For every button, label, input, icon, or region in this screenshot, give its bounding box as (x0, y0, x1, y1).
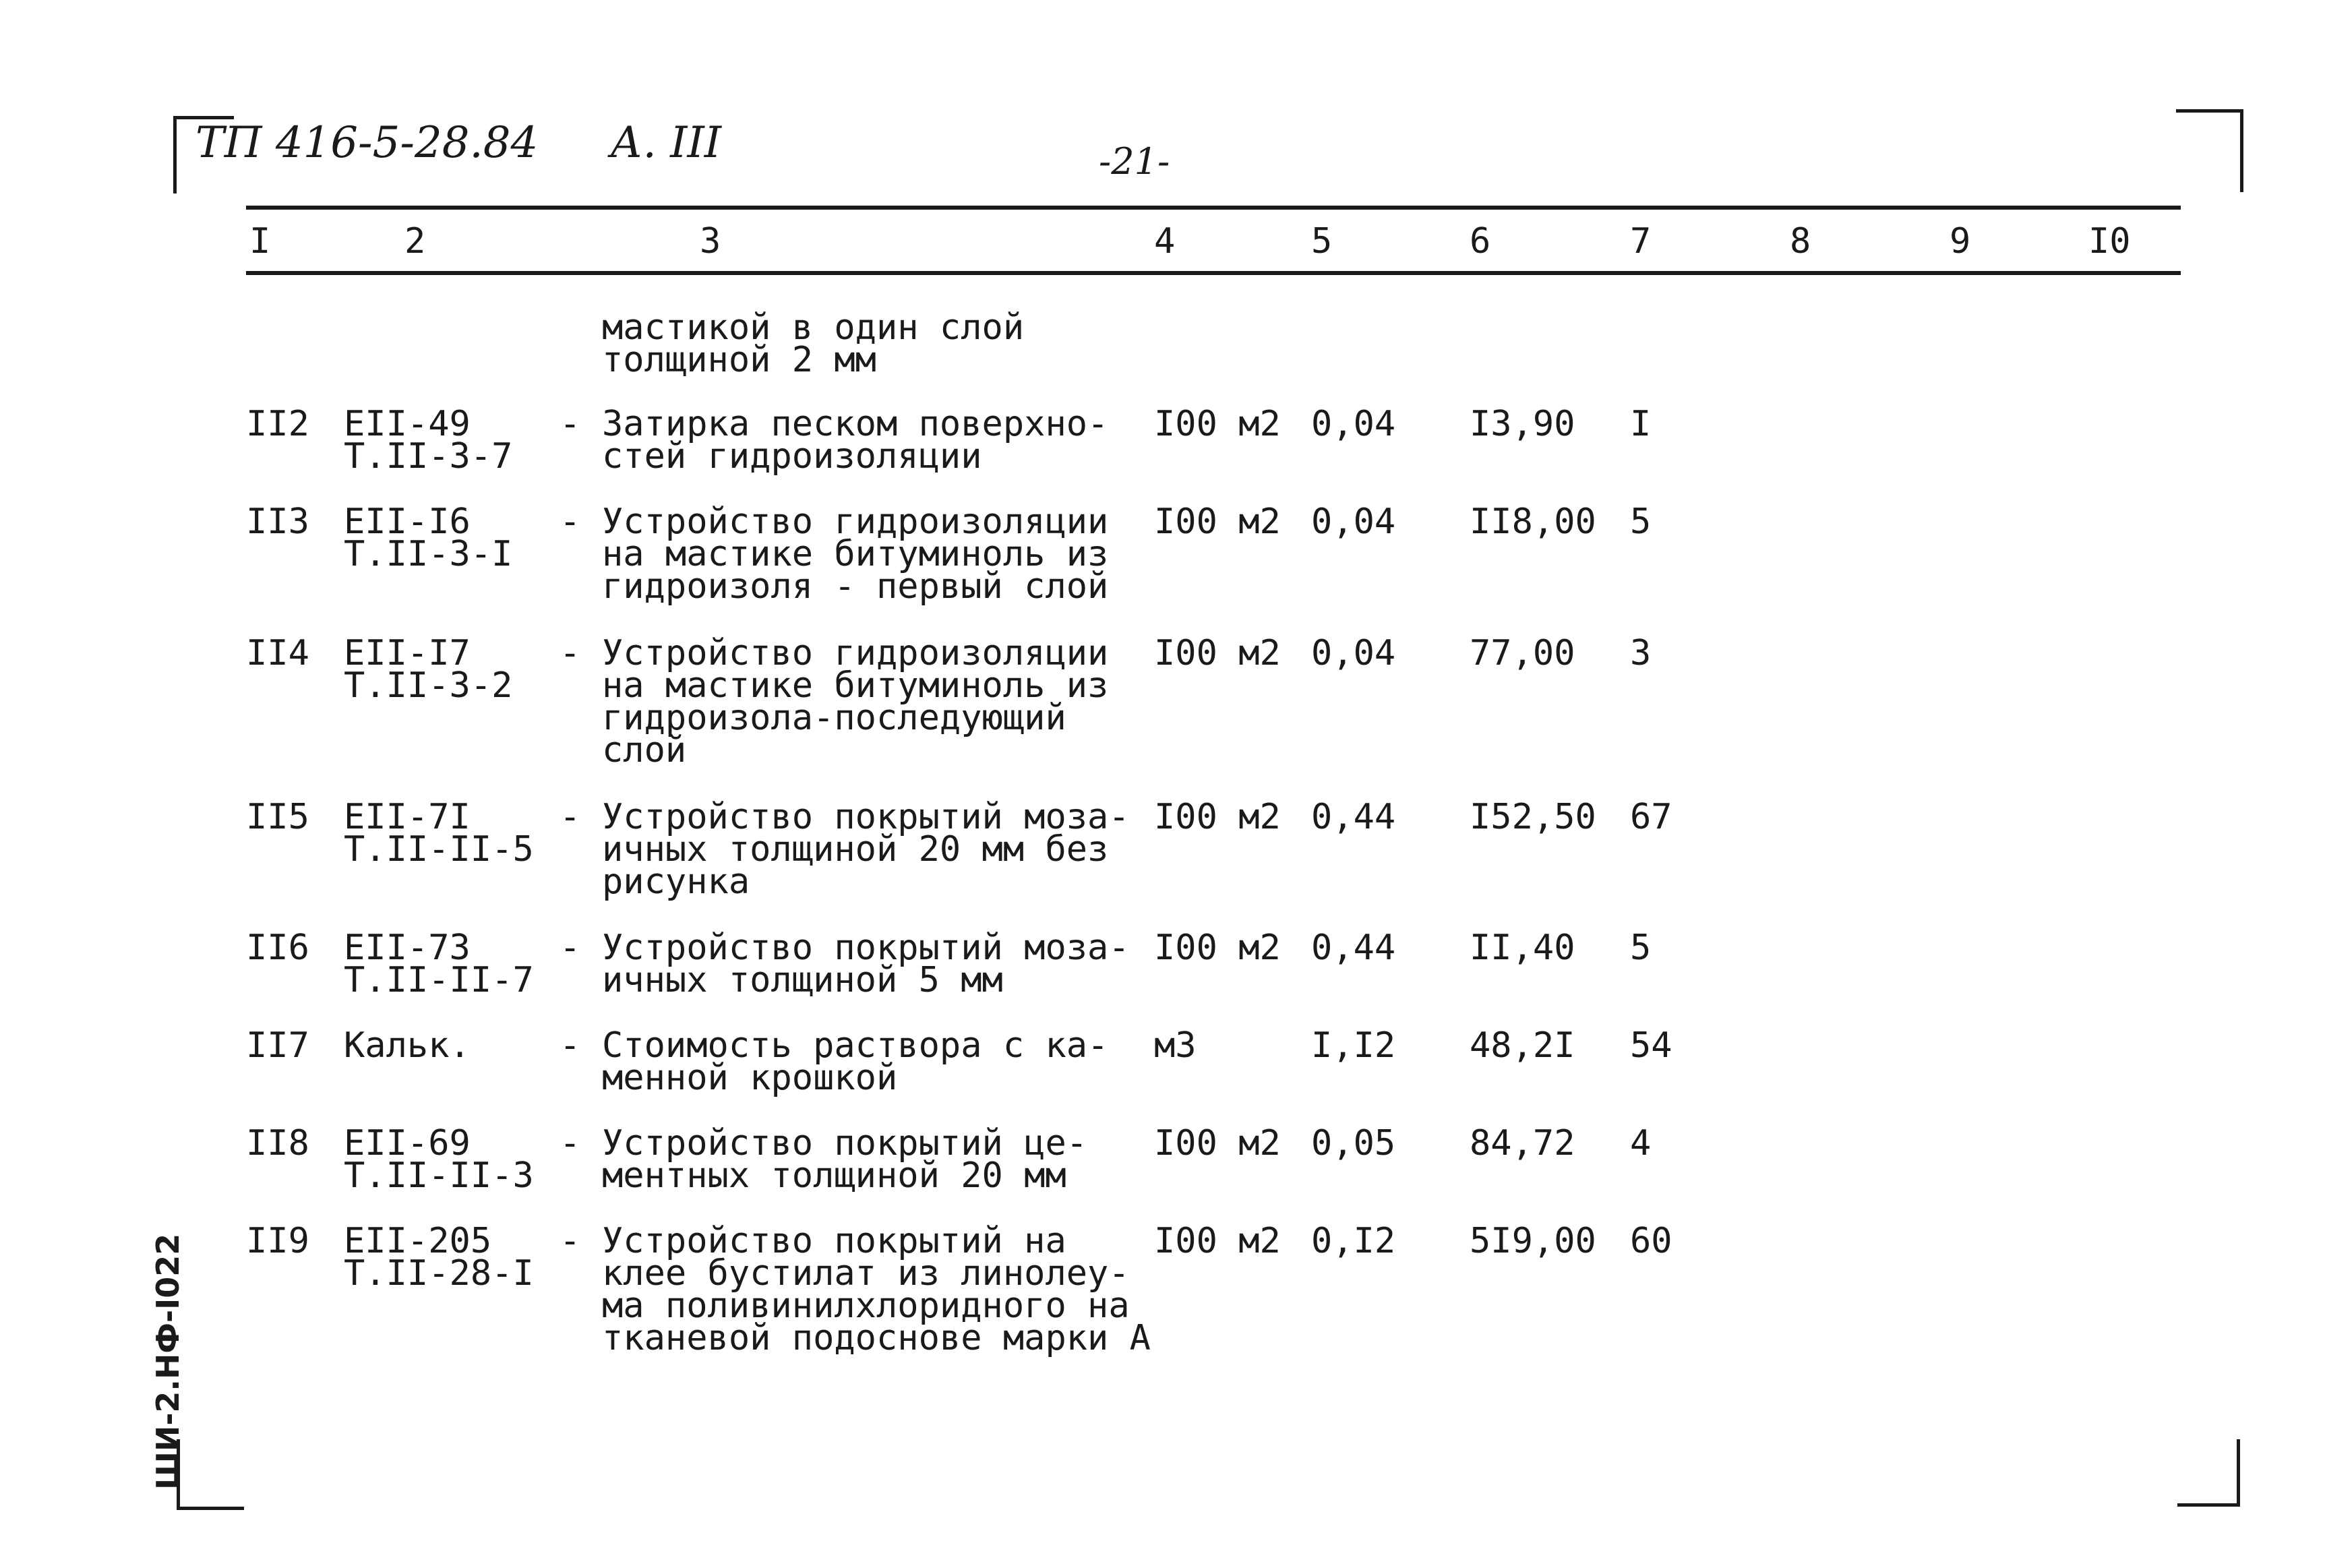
norm-code: EII-I6 Т.II-3-I (344, 502, 513, 574)
unit-price: II,40 (1470, 928, 1575, 968)
row-number: II5 (246, 797, 309, 837)
column-number-3: 3 (700, 221, 721, 262)
row-number: II8 (246, 1123, 309, 1164)
document-code: ТП 416-5-28.84 (195, 118, 539, 168)
dash: - (560, 502, 581, 542)
norm-code: EII-205 Т.II-28-I (344, 1221, 534, 1294)
total-cost: 54 (1630, 1025, 1672, 1066)
unit-price: 48,2I (1470, 1025, 1575, 1066)
norm-code: Кальк. (344, 1025, 471, 1066)
table-header-rule (246, 271, 2181, 275)
row-number: II2 (246, 404, 309, 444)
quantity: 0,04 (1311, 502, 1396, 542)
norm-code: EII-73 Т.II-II-7 (344, 928, 534, 1000)
norm-code: EII-7I Т.II-II-5 (344, 797, 534, 870)
unit-price: I52,50 (1470, 797, 1596, 837)
column-number-6: 6 (1470, 221, 1491, 262)
total-cost: 67 (1630, 797, 1672, 837)
unit: I00 м2 (1154, 633, 1281, 673)
total-cost: 4 (1630, 1123, 1652, 1164)
row-number: II4 (246, 633, 309, 673)
quantity: I,I2 (1311, 1025, 1396, 1066)
work-description: Устройство покрытий на клее бустилат из линолеу- ма поливинилхлоридного на тканевой подоснове марки А (602, 1221, 1151, 1358)
total-cost: 60 (1630, 1221, 1672, 1261)
dash: - (560, 633, 581, 673)
page-number: -21- (1099, 140, 1170, 183)
unit-price: 77,00 (1470, 633, 1575, 673)
album-number: А. III (610, 118, 721, 168)
column-number-4: 4 (1154, 221, 1176, 262)
column-number-8: 8 (1790, 221, 1811, 262)
dash: - (560, 1123, 581, 1164)
column-number-9: 9 (1950, 221, 1971, 262)
unit: I00 м2 (1154, 928, 1281, 968)
unit: м3 (1154, 1025, 1197, 1066)
work-description: Устройство покрытий це- ментных толщиной 20 мм (602, 1123, 1088, 1196)
quantity: 0,05 (1311, 1123, 1396, 1164)
dash: - (560, 928, 581, 968)
work-description: Устройство покрытий моза- ичных толщиной 20 мм без рисунка (602, 797, 1130, 902)
column-number-1: I (249, 221, 271, 262)
side-stamp: ШИ-2.НФ-I022 (150, 1233, 186, 1490)
work-description: Устройство гидроизоляции на мастике битуминоль из гидроизола-последующий слой (602, 633, 1109, 771)
norm-code: EII-49 Т.II-3-7 (344, 404, 513, 477)
unit-price: I3,90 (1470, 404, 1575, 444)
row-number: II7 (246, 1025, 309, 1066)
column-number-7: 7 (1630, 221, 1652, 262)
unit: I00 м2 (1154, 797, 1281, 837)
frame-corner-bottom-left (177, 1439, 244, 1510)
unit: I00 м2 (1154, 1221, 1281, 1261)
norm-code: EII-I7 Т.II-3-2 (344, 633, 513, 706)
unit-price: 84,72 (1470, 1123, 1575, 1164)
work-description: Затирка песком поверхно- стей гидроизоляции (602, 404, 1109, 477)
quantity: 0,44 (1311, 928, 1396, 968)
dash: - (560, 1025, 581, 1066)
unit: I00 м2 (1154, 404, 1281, 444)
row-number: II9 (246, 1221, 309, 1261)
column-number-10: I0 (2088, 221, 2131, 262)
unit-price: 5I9,00 (1470, 1221, 1596, 1261)
row-number: II3 (246, 502, 309, 542)
quantity: 0,44 (1311, 797, 1396, 837)
unit: I00 м2 (1154, 1123, 1281, 1164)
frame-corner-bottom-right (2177, 1439, 2240, 1507)
column-number-5: 5 (1311, 221, 1333, 262)
dash: - (560, 404, 581, 444)
norm-code: EII-69 Т.II-II-3 (344, 1123, 534, 1196)
work-description: Устройство покрытий моза- ичных толщиной 5 мм (602, 928, 1130, 1000)
dash: - (560, 797, 581, 837)
frame-corner-top-right (2176, 109, 2243, 192)
row-number: II6 (246, 928, 309, 968)
work-description: Стоимость раствора с ка- менной крошкой (602, 1025, 1109, 1098)
column-number-2: 2 (404, 221, 426, 262)
dash: - (560, 1221, 581, 1261)
quantity: 0,I2 (1311, 1221, 1396, 1261)
unit: I00 м2 (1154, 502, 1281, 542)
quantity: 0,04 (1311, 633, 1396, 673)
total-cost: 5 (1630, 502, 1652, 542)
continuation-text: мастикой в один слой толщиной 2 мм (602, 307, 1025, 380)
table-top-rule (246, 206, 2181, 210)
total-cost: 3 (1630, 633, 1652, 673)
unit-price: II8,00 (1470, 502, 1596, 542)
total-cost: 5 (1630, 928, 1652, 968)
quantity: 0,04 (1311, 404, 1396, 444)
work-description: Устройство гидроизоляции на мастике битуминоль из гидроизоля - первый слой (602, 502, 1109, 607)
total-cost: I (1630, 404, 1652, 444)
